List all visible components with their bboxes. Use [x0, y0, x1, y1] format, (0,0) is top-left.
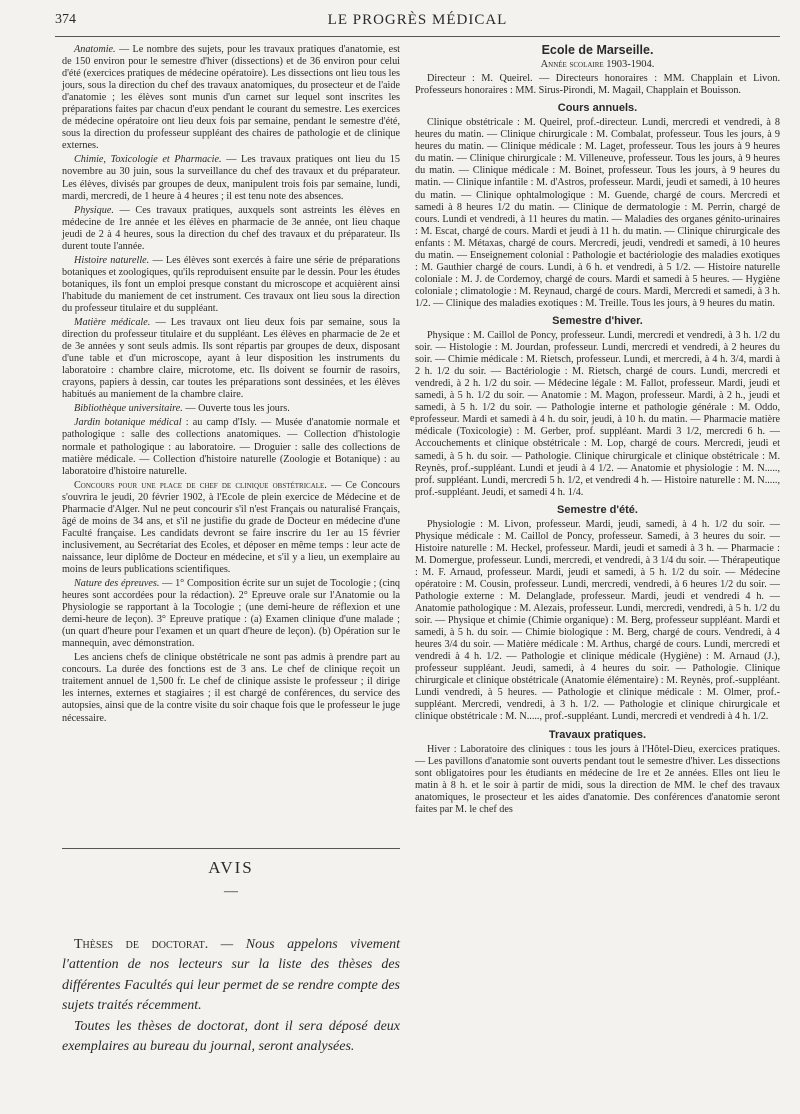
right-column — [415, 44, 780, 818]
paragraph: Clinique obstétricale : M. Queirel, prof.-directeur. Lundi, mercredi et vendredi, à 8 heures du matin. — Clinique chirurgicale : M. Combalat, professeur. Tous les jours, à 9 heures du matin. — Clinique médicale : M. Laget, professeur. Tous les jours à 9 heures du matin. — Clinique chirurgicale : M. Villeneuve, professeur. Tous les jours, à 9 heures du matin. — Clinique médicale : M. Boinet, professeur. Tous les jours, à 9 heures du matin. — Clinique infantile : M. d'Astros, professeur. Mardi, jeudi et samedi, à 10 heures du matin. — Clinique ophtalmologique : M. Guende, chargé de cours. Mercredi et samedi à 8 heures 1/2 du matin. — Clinique de dermatologie : M. Perrin, chargé de cours. Lundi et vendredi, à 11 heures du matin. — Maladies des organes génito-urinaires : M. Escat, chargé de cours. Mardi et jeudi à 11 h. du matin. — Clinique chirurgicale des enfants : M. Métaxas, chargé de cours. Mercredi, jeudi, vendredi et samedi, à 10 heures du matin. — Enseignement colonial : Pathologie et bactériologie des maladies exotiques : M. Gauthier chargé de cours. Lundi, à 6 h. et vendredi, à 5 1/2. — Histoire naturelle coloniale : M. J. de Cordemoy, chargé de cours. Mardi et samedi à 5 heures. — Hygiène coloniale ; climatologie : M. Reynaud, chargé de cours. Mardi, Mercredi et samedi, à 3 h. 1/2. — Clinique des maladies exotiques : M. Treille. Tous les jours, à 9 heures du matin. — [415, 117, 780, 309]
paragraph: Concours pour une place de chef de clinique obstétricale. — Ce Concours s'ouvrira le jeudi, 20 février 1902, à l'Ecole de plein exercice de Médecine et de Pharmacie d'Alger. Nul ne peut concourir s'il n'est Français ou naturalisé Français, âgé de moins de 34 ans, et s'il ne justifie du grade de Docteur en médecine d'une Faculté française. Les candidats devront se faire inscrire du 1er au 15 février inclusivement, au Secrétariat des Ecoles, et déposer en même temps : leur acte de naissance, leur diplôme de Docteur en médecine, et s'il y a lieu, un exemplaire au moins de leurs publications scientifiques. — [62, 479, 400, 575]
paragraph: Nature des épreuves. — 1° Composition écrite sur un sujet de Tocologie ; (cinq heures sont accordées pour la rédaction). 2° Epreuve orale sur l'Anatomie ou la Physiologie se rapportant à la Tocologie ; (une demi-heure de réflexion et une demi-heure de leçon). 3° Epreuve pratique : (a) Examen clinique d'une malade ; (un quart d'heure pour l'examen et un quart d'heure de leçon). (b) Opération sur le mannequin, avec démonstration. — [62, 578, 401, 650]
section-heading: Semestre d'hiver. — [552, 314, 643, 327]
left-column — [62, 44, 400, 727]
journal-title: LE PROGRÈS MÉDICAL — [327, 12, 508, 28]
directors-paragraph: Directeur : M. Queirel. — Directeurs honoraires : MM. Chapplain et Livon. Professeurs honoraires : MM. Sirus-Pirondi, M. Magail, Chapplain et Bouisson. — [415, 73, 780, 97]
page-number: 374 — [55, 12, 76, 27]
paragraph: Les anciens chefs de clinique obstétricale ne sont pas admis à prendre part au concours. La durée des fonctions est de 3 ans. Le chef de clinique reçoit un traitement annuel de 1,500 fr. Le chef de clinique assiste le professeur ; il dirige les internes, externes et stagiaires ; il est chargé de conférences, du service des autopsies, ainsi que de la contre visite du soir chaque fois que le professeur le juge nécessaire. — [62, 652, 400, 724]
avis-dash: — — [224, 884, 238, 899]
section-divider — [62, 848, 400, 849]
section-heading: Travaux pratiques. — [548, 728, 647, 741]
section-heading: Semestre d'été. — [557, 503, 638, 516]
paragraph: Physiologie : M. Livon, professeur. Mardi, jeudi, samedi, à 4 h. 1/2 du soir. — Physique médicale : M. Caillol de Poncy, professeur. Samedi, à 3 heures du soir. — Histoire naturelle : M. Heckel, professeur. Mardi, jeudi et samedi à 3 h. — Pharmacie : M. Domergue, professeur. Lundi, mercredi, et vendredi, à 3 1/4 du soir. — Thérapeutique : M. F. Arnaud, professeur. Mardi, jeudi et samedi, à 5 h. 1/2 du soir. — Médecine opératoire : M. Cousin, professeur. Lundi, mercredi, vendredi, à 6 heures 1/2 du soir. — Pathologie externe : M. Delanglade, professeur. Mardi, jeudi et vendredi 4 h. — Anatomie pathologique : M. Alezais, professeur. Lundi, mercredi, vendredi, à 5 h. 1/2 du soir. — Physique et chimie (Chimie organique) : M. Berg, professeur suppléant. Mardi et samedi, à 5 h. du soir. — Chimie biologique : M. Berg, chargé de cours. Vendredi, à 4 heures 3/4 du soir. — Matière médicale : M. Arthus, chargé de cours. Lundi, mercredi et vendredi à 4 h. 1/2. — Pathologie et clinique médicale (Hygiène) : M. Arnaud (J.), professeur suppléant. Jeudi, samedi, à 4 heures du soir. — Pathologie. Clinique chirurgicale et clinique obstétricale (Anatomie élémentaire) : M. Reynès, prof.-suppléant. Lundi vendredi, à 5 heures. — Pathologie et clinique médicale : M. Olmer, prof.-suppléant. Mercredi, vendredi, à 3 h. 1/2. — Pathologie et clinique chirurgicale et clinique obstétricale : M. N....., prof.-suppléant. Lundi, mercredi et vendredi à 4 h. 1/2. — [415, 518, 780, 723]
section-heading: Cours annuels. — [557, 102, 638, 115]
margin-mark: e — [410, 413, 415, 424]
school-year: Année scolaire 1903-1904. — [540, 59, 655, 71]
paragraph: Physique : M. Caillol de Poncy, professeur. Lundi, mercredi et vendredi, à 3 h. 1/2 du soir. — Histologie : M. Jourdan, professeur. Lundi, mercredi et vendredi, à 2 heures du soir. — Chimie médicale : M. Rietsch, professeur. Lundi, et mercredi, à 4 h. 3/4, mardi à 2 h. 1/2 du soir. — Bactériologie : M. Rietsch, chargé de cours. Lundi, mercredi et vendredi, à 2 h. 1/2 du soir. — Médecine légale : M. Fallot, professeur. Mardi, jeudi et samedi, à 5 h. 1/2 du soir. — Anatomie : M. Magon, professeur. Mardi, à 2 h., jeudi et samedi, à 5 h. 1/2 du soir. — Pathologie interne et pathologie générale : M. Oddo, professeur. Mardi et samedi à 4 h. du soir, jeudi, à 10 h. du matin. — Pharmacie matière médicale (Toxicologie) : M. Gerber, prof. suppléant. Mardi 3 1/2, mercredi 6 h. — Accouchements et clinique obstétricale : M. Lop, chargé de cours. Mercredi, jeudi et samedi, à 5 h. du soir. — Pathologie. Clinique chirurgicale et clinique obstétricale : M. Reynès, prof.-suppléant. Lundi et jeudi à 4 1/2. — Anatomie et physiologie : M. N....., prof. suppléant. Lundi, mercredi 5 h. 1/2, et vendredi 4 h. — Histoire naturelle : M. N....., prof.-suppléant. Jeudi, et samedi 4 h. 1/4. — [415, 330, 780, 498]
paragraph: Bibliothèque universitaire. — Ouverte tous les jours. — [74, 403, 290, 415]
paragraph: Histoire naturelle. — Les élèves sont exercés à faire une série de préparations botaniques et zoologiques, qu'ils reproduisent ensuite par le dessin. Pour les études botaniques, ils font un emploi presque constant du microscope et acquièrent ainsi l'habitude du maniement de cet instrument. Ces travaux ont lieu sous la direction du professeur titulaire et du suppléant. — [62, 254, 400, 314]
header-rule — [55, 36, 780, 37]
paragraph: Anatomie. — Le nombre des sujets, pour les travaux pratiques d'anatomie, est de 150 environ pour le semestre d'hiver (dissections) et de 36 environ pour celui d'été (exercices pratiques de médecine opératoire). Les dissections ont lieu tous les jours, sous la direction du chef des travaux anatomiques, du prosecteur et de l'aide d'anatomie ; les élèves sont munis d'un carnet sur lequel sont inscrites les préparations faites par chacun d'eux pendant le courant du semestre. Les exercices de médecine opératoire ont lieu deux fois par semaine, pendant le semestre d'été, sous la direction du professeur suppléant des chaires de pathologie et de clinique externes. — [62, 44, 400, 152]
paragraph: Matière médicale. — Les travaux ont lieu deux fois par semaine, sous la direction du professeur titulaire et du suppléant. Les élèves en pharmacie de 2e et de 3e années y sont seuls admis. Ils sont répartis par groupes de deux, disposant d'une table et d'un microscope, ayant à leur disposition les instruments du laboratoire : chambre claire, microtome, etc. Ils doivent se fournir de rasoirs, crayons, papiers à dessin, car toutes les préparations sont dessinées, et les élèves habitués au maniement de la chambre claire. — [62, 317, 400, 401]
avis-title: AVIS — [208, 858, 254, 877]
paragraph: Physique. — Ces travaux pratiques, auxquels sont astreints les élèves en médecine de 1re année et les élèves en pharmacie de 3e année, ont lieu chaque jeudi de 2 à 4 heures, sous la direction du chef des travaux et du préparateur. Ils durent toute l'année. — [62, 204, 400, 252]
school-heading: Ecole de Marseille. — [541, 43, 654, 57]
avis-lead: Thèses de doctorat. — [74, 937, 209, 952]
paragraph: Jardin botanique médical : au camp d'Isly. — Musée d'anatomie normale et pathologique : salle des collections anatomiques. — Collection d'histologie normale et pathologique : au laboratoire. — Droguier : salle des collections de matière médicale. — Collection d'histoire naturelle (Zoologie et Botanique) : au laboratoire d'histoire naturelle. — [62, 417, 400, 477]
page-header — [55, 12, 780, 34]
paragraph: Chimie, Toxicologie et Pharmacie. — Les travaux pratiques ont lieu du 15 novembre au 30 juin, sous la surveillance du chef des travaux et du préparateur. Les élèves, divisés par groupes de deux, manipulent trois fois par semaine, lundi, mardi, mercredi, de 1 heure à 4 heures ; il est tenu note des absences. — [62, 154, 400, 202]
paragraph: Hiver : Laboratoire des cliniques : tous les jours à l'Hôtel-Dieu, exercices pratiques. — Les pavillons d'anatomie sont ouverts pendant tout le semestre d'hiver. Les dissections sont obligatoires pour les étudiants en médecine de 1re et 2e années. Elles ont lieu le matin à 8 h. et le soir à partir de midi, sous la direction de MM. le chef des travaux anatomiques, le prosecteur et les aides d'anatomie. Des conférences d'anatomie seront faites par M. le chef des — [415, 743, 780, 815]
avis-text: Thèses de doctorat. — Nous appelons vivement l'attention de nos lecteurs sur la liste des thèses des différentes Facultés qui leur permet de se rendre compte des sujets traités récemment. Toutes les thèses de doctorat, dont il sera déposé deux exemplaires au bureau du journal, seront analysées. — [62, 937, 400, 1055]
